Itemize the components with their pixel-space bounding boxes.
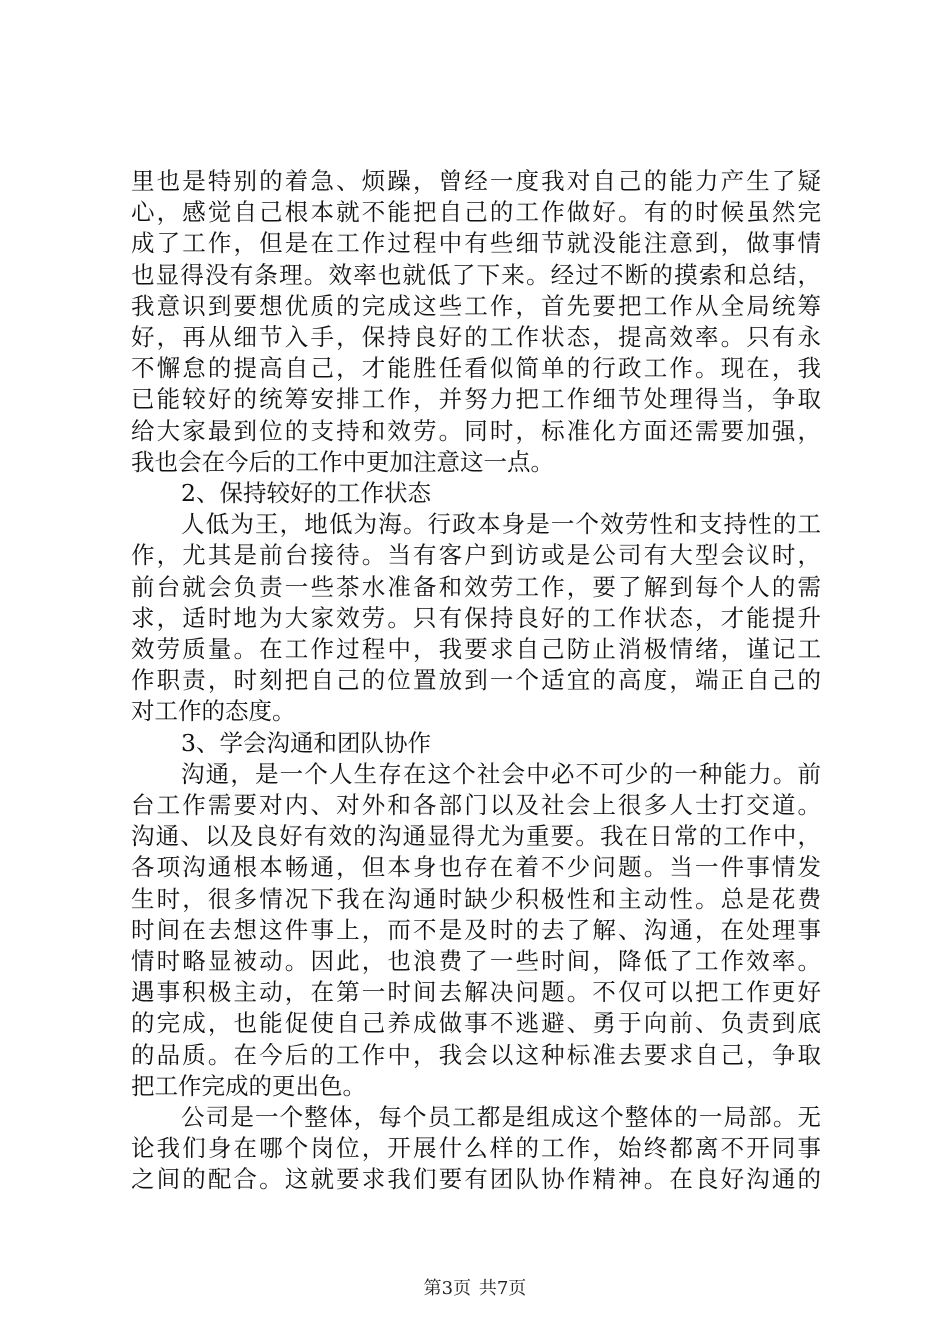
body-line: 论我们身在哪个岗位，开展什么样的工作，始终都离不开同事 bbox=[131, 1134, 821, 1163]
page-number: 第3页 bbox=[423, 1278, 472, 1299]
body-line: 情时略显被动。因此，也浪费了一些时间，降低了工作效率。 bbox=[131, 947, 821, 975]
body-line: 作职责，时刻把自己的位置放到一个适宜的高度，端正自己的 bbox=[131, 666, 821, 695]
body-line: 心，感觉自己根本就不能把自己的工作做好。有的时候虽然完 bbox=[131, 198, 821, 227]
body-line: 沟通、以及良好有效的沟通显得尤为重要。我在日常的工作中， bbox=[131, 822, 821, 851]
body-line: 也显得没有条理。效率也就低了下来。经过不断的摸索和总结， bbox=[131, 260, 821, 289]
body-line: 台工作需要对内、对外和各部门以及社会上很多人士打交道。 bbox=[131, 791, 821, 819]
page-total: 共7页 bbox=[478, 1278, 527, 1299]
body-line: 时间在去想这件事上，而不是及时的去了解、沟通，在处理事 bbox=[131, 915, 821, 944]
body-line: 之间的配合。这就要求我们要有团队协作精神。在良好沟通的 bbox=[131, 1165, 821, 1194]
body-line: 作，尤其是前台接待。当有客户到访或是公司有大型会议时， bbox=[131, 541, 821, 570]
paragraph-first-line: 公司是一个整体，每个员工都是组成这个整体的一局部。无 bbox=[181, 1103, 821, 1131]
body-line: 我也会在今后的工作中更加注意这一点。 bbox=[131, 447, 554, 476]
body-line: 好，再从细节入手，保持良好的工作状态，提高效率。只有永 bbox=[131, 323, 821, 351]
page-footer bbox=[0, 1278, 950, 1300]
paragraph-first-line: 沟通，是一个人生存在这个社会中必不可少的一种能力。前 bbox=[181, 759, 821, 788]
body-line: 我意识到要想优质的完成这些工作，首先要把工作从全局统筹 bbox=[131, 291, 821, 320]
body-line: 效劳质量。在工作过程中，我要求自己防止消极情绪，谨记工 bbox=[131, 635, 821, 663]
body-line: 各项沟通根本畅通，但本身也存在着不少问题。当一件事情发 bbox=[131, 853, 821, 882]
body-line: 遇事积极主动，在第一时间去解决问题。不仅可以把工作更好 bbox=[131, 978, 821, 1007]
body-line: 生时，很多情况下我在沟通时缺少积极性和主动性。总是花费 bbox=[131, 884, 821, 913]
section-heading: 3、学会沟通和团队协作 bbox=[181, 728, 431, 757]
section-heading: 2、保持较好的工作状态 bbox=[181, 479, 431, 507]
body-line: 前台就会负责一些茶水准备和效劳工作，要了解到每个人的需 bbox=[131, 572, 821, 601]
body-line: 成了工作，但是在工作过程中有些细节就没能注意到，做事情 bbox=[131, 229, 821, 258]
body-line: 的品质。在今后的工作中，我会以这种标准去要求自己，争取 bbox=[131, 1040, 821, 1069]
body-line: 不懈怠的提高自己，才能胜任看似简单的行政工作。现在，我 bbox=[131, 354, 821, 383]
body-line: 的完成，也能促使自己养成做事不逃避、勇于向前、负责到底 bbox=[131, 1009, 821, 1038]
body-line: 已能较好的统筹安排工作，并努力把工作细节处理得当，争取 bbox=[131, 385, 821, 414]
body-line: 里也是特别的着急、烦躁，曾经一度我对自己的能力产生了疑 bbox=[131, 167, 821, 195]
body-line: 对工作的态度。 bbox=[131, 697, 296, 726]
body-line: 把工作完成的更出色。 bbox=[131, 1071, 366, 1100]
paragraph-first-line: 人低为王，地低为海。行政本身是一个效劳性和支持性的工 bbox=[181, 510, 821, 539]
body-line: 给大家最到位的支持和效劳。同时，标准化方面还需要加强， bbox=[131, 416, 821, 445]
body-line: 求，适时地为大家效劳。只有保持良好的工作状态，才能提升 bbox=[131, 603, 821, 632]
